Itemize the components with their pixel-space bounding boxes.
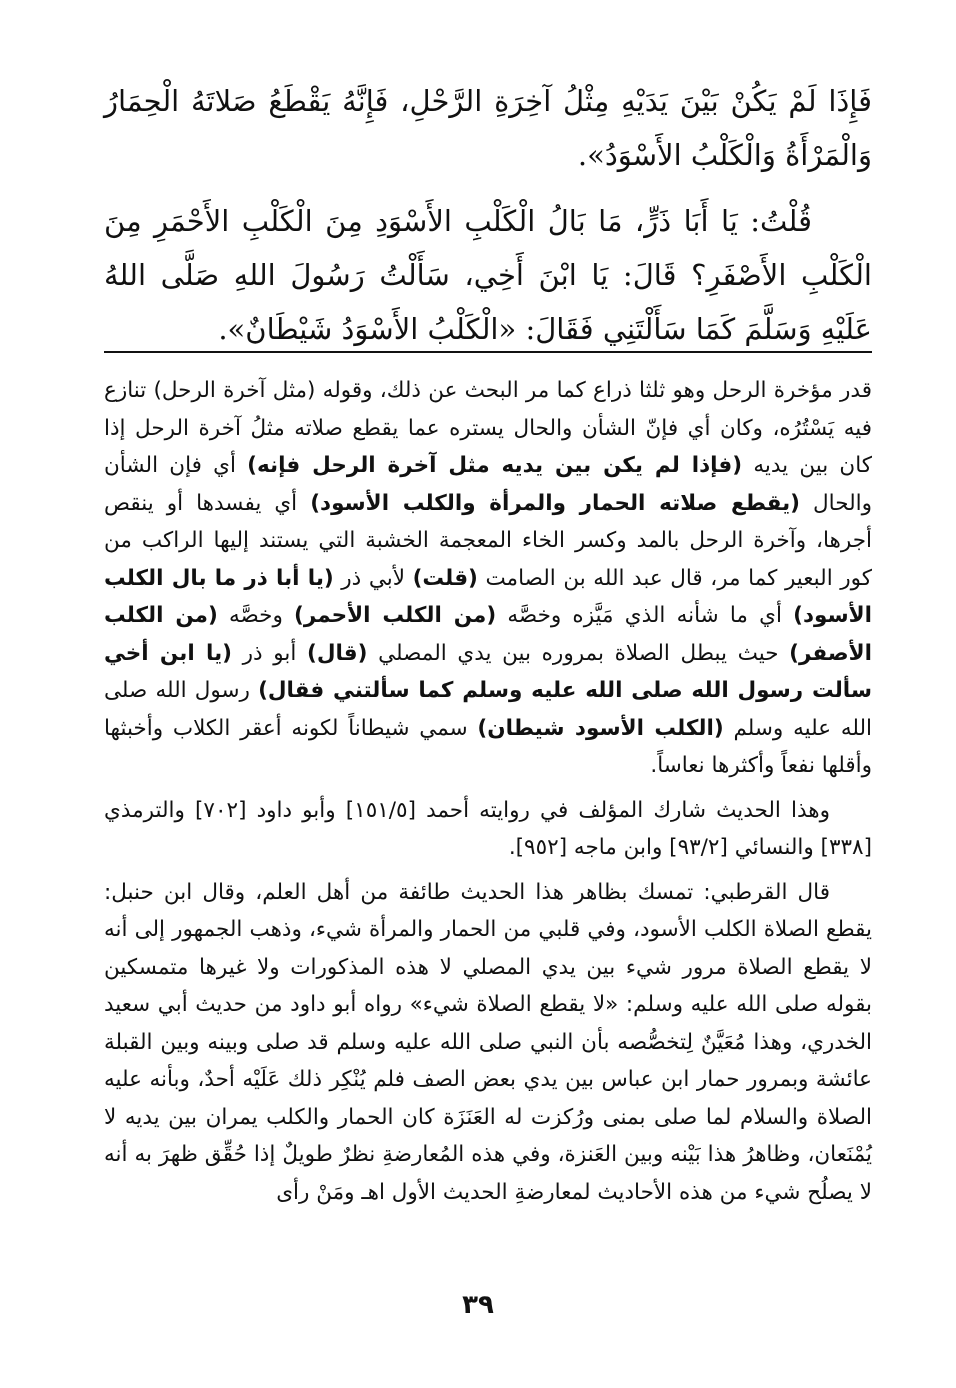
page-number: ٣٩	[462, 1290, 494, 1320]
footnote-divider	[104, 351, 872, 353]
commentary	[104, 372, 872, 1218]
commentary-paragraph-3: قال القرطبي: تمسك بظاهر هذا الحديث طائفة من أهل العلم، وقال ابن حنبل: يقطع الصلاة الكلب الأسود، وفي قلبي من الحمار والمرأة شيء، وذهب الجمهور إلى أنه لا يقطع الصلاة مرور شيء بين يدي المصلي لا هذه المذكورات ولا غيرها متمسكين بقوله صلى الله عليه وسلم: «لا يقطع الصلاة شيء» رواه أبو داود من حديث أبي سعيد الخدري، وهذا مُعَيَّنٌ لِتخصُّصه بأن النبي صلى الله عليه وسلم قد صلى وبينه وبين القبلة عائشة وبمرور حمار ابن عباس بين يدي بعض الصف فلم يُنْكِر ذلك عَلَيْه أحدٌ، وبأنه عليه الصلاة والسلام لما صلى بمنى ورُكزت له العَنَزَة كان الحمار والكلب يمران بين يديه لا يُمْنَعان، وظاهرُ هذا بَيْنه وبين العَنزة، وفي هذه المُعارضةِ نظرٌ طويلٌ إذا حُقِّق ظهرَ به أنه لا يصلُح شيء من هذه الأحاديث لمعارضةِ الحديث الأول اهـ ومَنْ رأى	[104, 879, 872, 1205]
commentary-text: أي فإن الشأن والحال	[104, 453, 873, 516]
quoted-hadith-phrase: (يقطع صلاته الحمار والمرأة والكلب الأسود)	[310, 490, 801, 516]
quoted-hadith-phrase: (قلت)	[412, 565, 478, 591]
quoted-hadith-phrase: (يا ابن أخي سألت رسول الله صلى الله عليه وسلم كما سألتني فقال)	[104, 640, 873, 703]
quoted-hadith-phrase: (من الكلب الأحمر)	[294, 603, 497, 628]
commentary-paragraph-1	[104, 372, 872, 785]
commentary-text: أي ما شأنه الذي مَيَّزه وخصَّه	[496, 603, 794, 628]
quoted-hadith-phrase: (الكلب الأسود شيطان)	[477, 715, 724, 741]
commentary-text: سمي شيطاناً لكونه أعقر الكلاب وأخبثها وأقلها نفعاً وأكثرها نعاساً.	[104, 715, 872, 778]
commentary-text: وخصَّه	[217, 603, 295, 628]
commentary-paragraph-2: وهذا الحديث شارك المؤلف في روايته أحمد [١٥١/٥] وأبو داود [٧٠٢] والترمذي [٣٣٨] والنسائي [٩٣/٢] وابن ماجه [٩٥٢].	[104, 797, 872, 860]
commentary-text: لأبي ذر	[333, 565, 413, 591]
commentary-text: أبو ذر	[232, 640, 307, 666]
commentary-text: حيث يبطل الصلاة بمروره بين يدي المصلي	[367, 640, 790, 666]
hadith-text	[104, 74, 872, 356]
hadith-paragraph-1: فَإِذَا لَمْ يَكُنْ بَيْنَ يَدَيْهِ مِثْلُ آخِرَةِ الرَّحْلِ، فَإِنَّهُ يَقْطَعُ صَلاتَهُ الْحِمَارُ وَالْمَرْأَةُ وَالْكَلْبُ الأَسْوَدُ».	[104, 84, 872, 172]
quoted-hadith-phrase: (من الكلب الأصفر)	[104, 603, 872, 666]
commentary-text: قدر مؤخرة الرحل وهو ثلثا ذراع كما مر البحث عن ذلك، وقوله (مثل آخرة الرحل) تنازع فيه يَسْتُرُه، وكان أي فإنّ الشأن والحال يستره عما يقطع صلاته مثلُ آخرة الرحل إذا كان بين يديه	[104, 378, 872, 478]
commentary-text: رسول الله صلى الله عليه وسلم	[104, 678, 872, 741]
quoted-hadith-phrase: (قال)	[307, 640, 368, 666]
hadith-paragraph-2: قُلْتُ: يَا أَبَا ذَرٍّ، مَا بَالُ الْكَلْبِ الأَسْوَدِ مِنَ الْكَلْبِ الأَحْمَرِ مِنَ الْكَلْبِ الأَصْفَرِ؟ قَالَ: يَا ابْنَ أَخِي، سَأَلْتُ رَسُولَ اللهِ صَلَّى اللهُ عَلَيْهِ وَسَلَّمَ كَمَا سَأَلْتَنِي فَقَالَ: «الْكَلْبُ الأَسْوَدُ شَيْطَانٌ».	[104, 204, 872, 346]
commentary-text: أي يفسدها أو ينقص أجرها، وآخرة الرحل بالمد وكسر الخاء المعجمة الخشبة التي يستند إليها الراكب من كور البعير كما مر، قال عبد الله بن الصامت	[104, 490, 872, 591]
quoted-hadith-phrase: (فإذا لم يكن بين يديه مثل آخرة الرحل فإنه)	[247, 453, 743, 478]
quoted-hadith-phrase: (يا أبا ذر ما بال الكلب الأسود)	[104, 565, 872, 628]
